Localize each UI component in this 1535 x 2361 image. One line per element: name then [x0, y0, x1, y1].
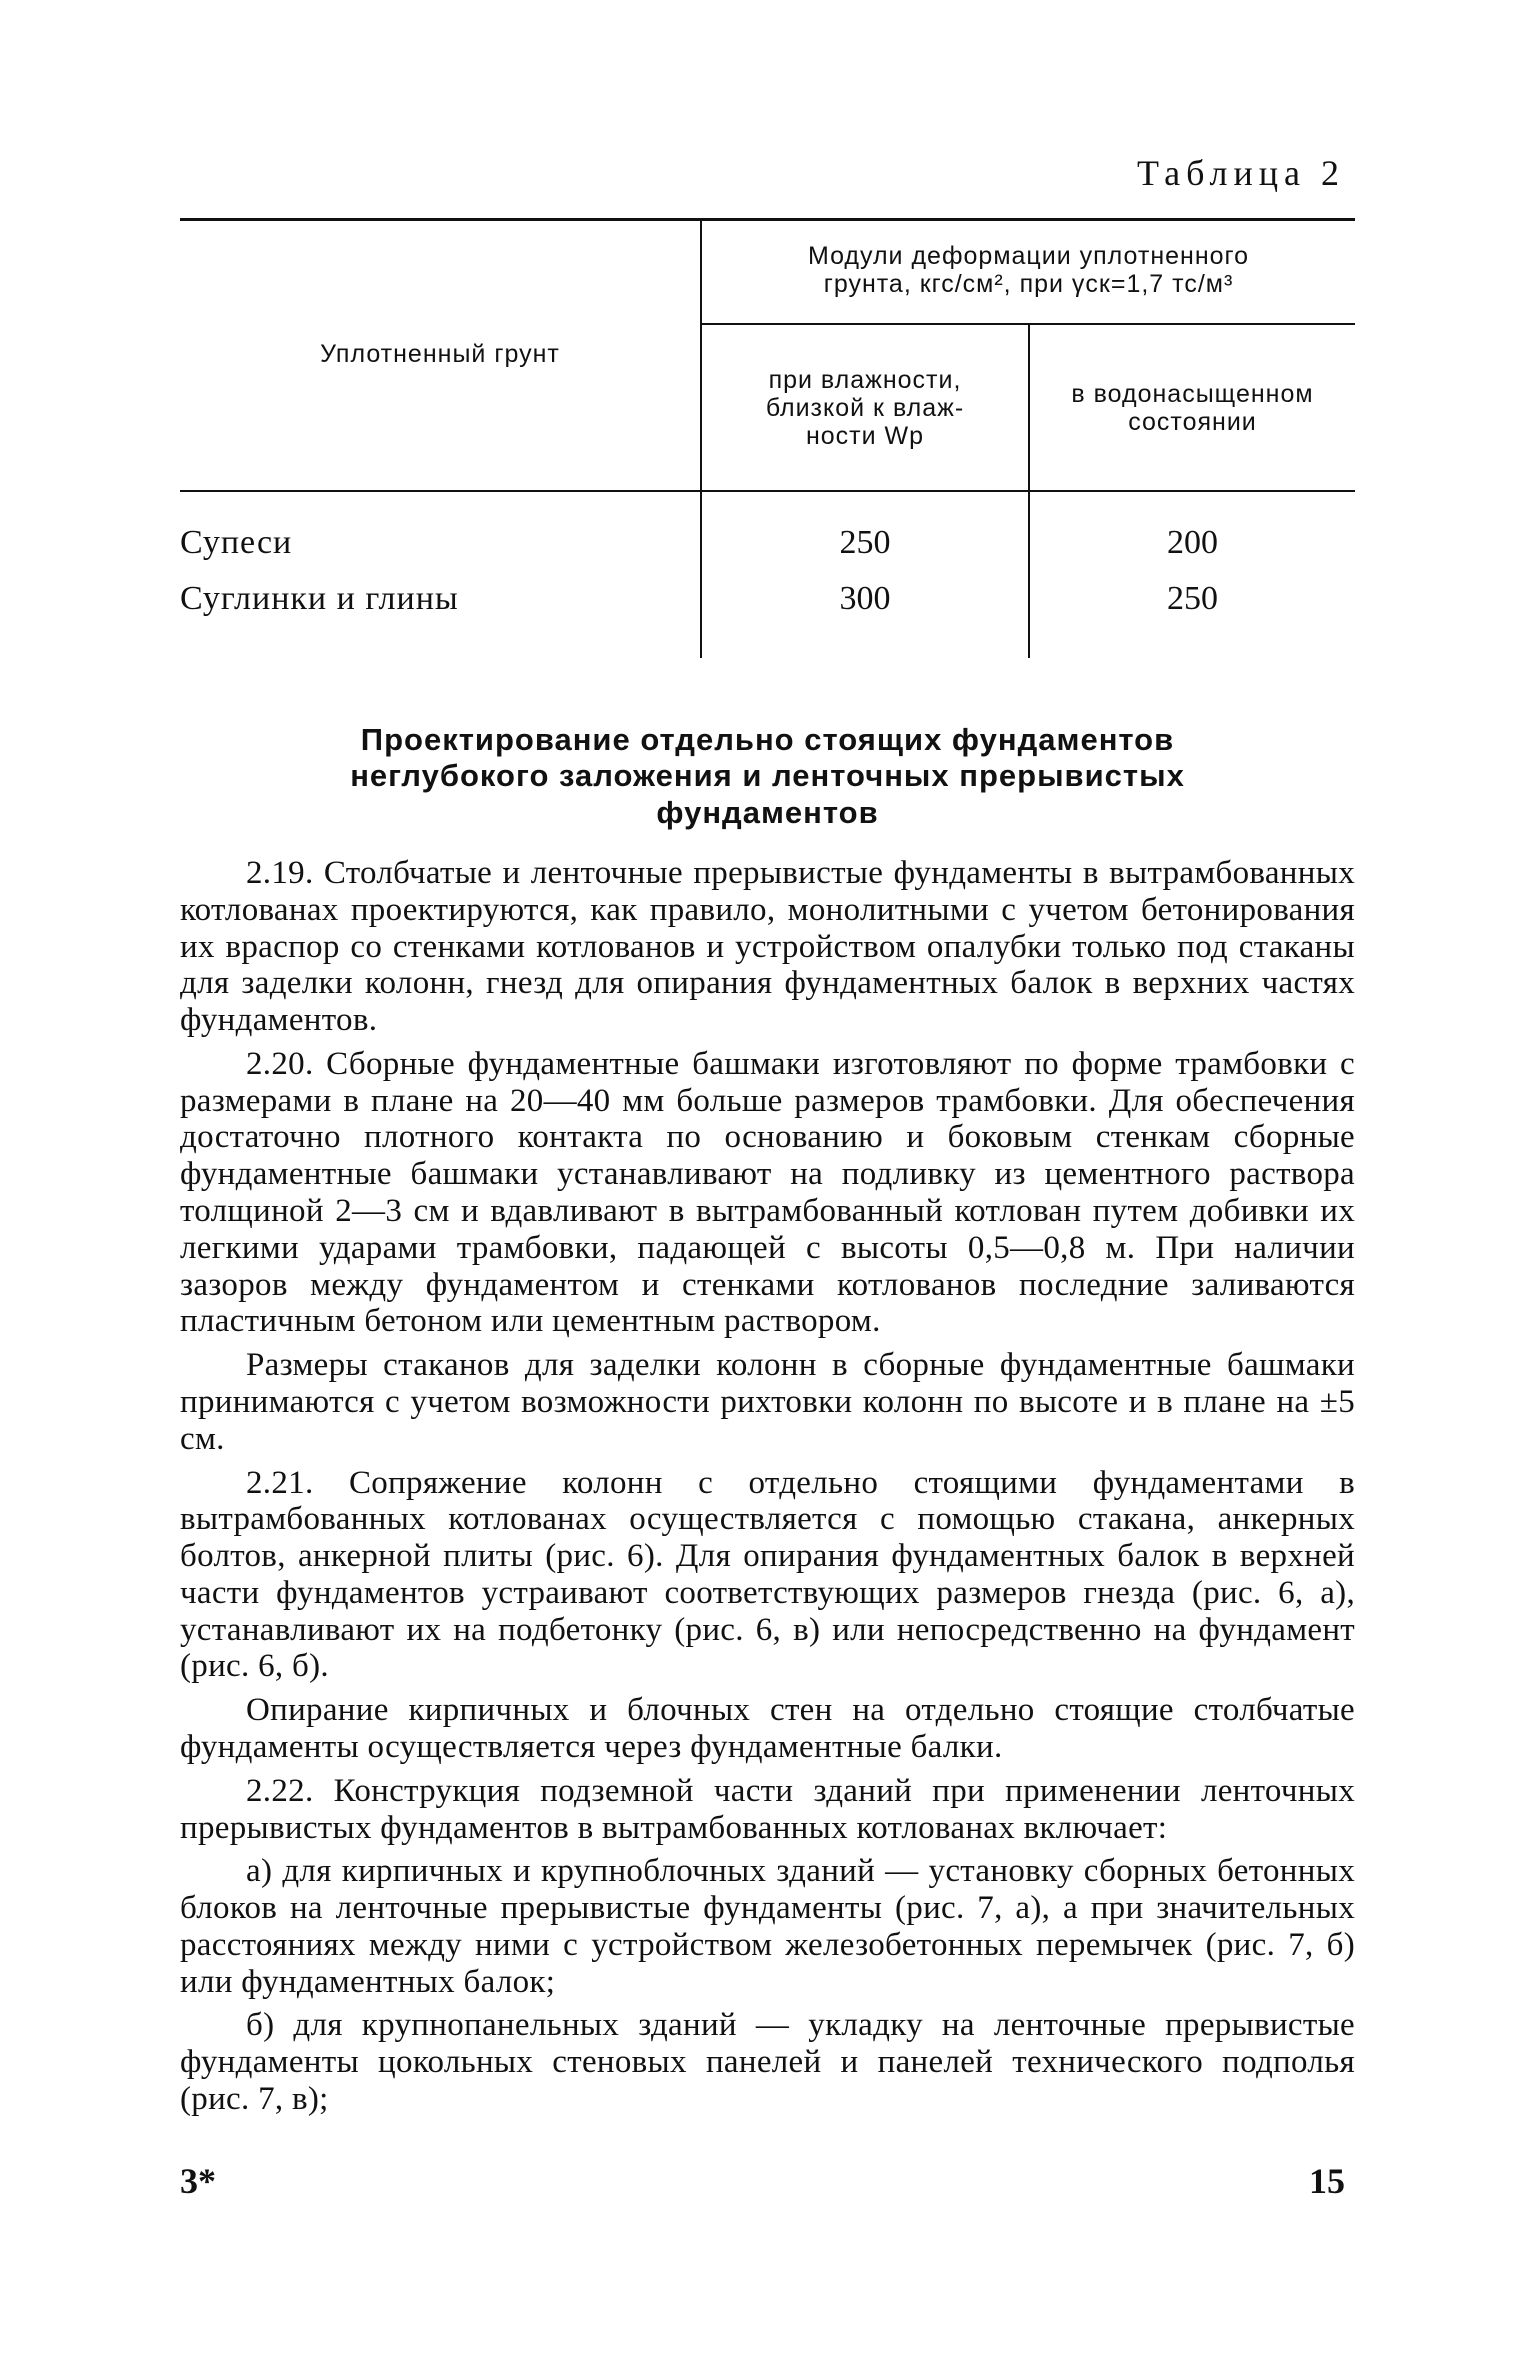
- data-table: [180, 218, 1355, 658]
- header-moisture-line1: при влажности,: [768, 366, 962, 394]
- row-value-moisture: 300: [839, 580, 891, 617]
- paragraph-2-22: 2.22. Конструкция подземной части зданий при применении ленточных прерывистых фундаментов в вытрамбованных котлованах включает:: [180, 1772, 1355, 1846]
- header-saturated-line1: в водонасыщенном: [1071, 380, 1314, 408]
- page-number: 15: [1309, 2161, 1345, 2201]
- header-soil: Уплотненный грунт: [320, 340, 560, 368]
- table-header-bottom-rule: [180, 490, 1355, 492]
- paragraph-wall-support: Опирание кирпичных и блочных стен на отдельно стоящие столбчатые фундаменты осуществляется через фундаментные балки.: [180, 1692, 1355, 1765]
- row-value-saturated: 200: [1167, 524, 1218, 561]
- paragraph-item-b: б) для крупнопанельных зданий — укладку на ленточные прерывистые фундаменты цокольных стеновых панелей и панелей технического подполья (рис. 7, в);: [180, 2007, 1355, 2117]
- paragraph-item-a: а) для кирпичных и крупноблочных зданий — установку сборных бетонных блоков на ленточные прерывистые фундаменты (рис. 7, а), а при значительных расстояниях между ними с устройством железобетонных перемычек (рис. 7, б) или фундаментных балок;: [180, 1853, 1355, 2000]
- paragraph-glass-sizes: Размеры стаканов для заделки колонн в сборные фундаментные башмаки принимаются с учетом возможности рихтовки колонн по высоте и в плане на ±5 см.: [180, 1347, 1355, 1457]
- row-value-moisture: 250: [839, 524, 891, 561]
- header-saturated-line2: состоянии: [1128, 408, 1257, 436]
- paragraph-2-19: 2.19. Столбчатые и ленточные прерывистые фундаменты в вытрамбованных котлованах проектируются, как правило, монолитными с учетом бетонирования их враспор со стенками котлованов и устройством опалубки только под стаканы для заделки колонн, гнезд для опирания фундаментных балок в верхних частях фундаментов.: [180, 855, 1355, 1039]
- table-caption: Таблица 2: [1137, 153, 1345, 193]
- header-group: [702, 242, 1355, 298]
- paragraph-2-21: 2.21. Сопряжение колонн с отдельно стоящими фундаментами в вытрамбованных котлованах осуществляется с помощью стакана, анкерных болтов, анкерной плиты (рис. 6). Для опирания фундаментных балок в верхней части фундаментов устраивают соответствующих размеров гнезда (рис. 6, а), устанавливают их на подбетонку (рис. 6, в) или непосредственно на фундамент (рис. 6, б).: [180, 1464, 1355, 1685]
- section-heading-line2: неглубокого заложения и ленточных прерывистых: [350, 758, 1185, 794]
- header-group-line1: Модули деформации уплотненного: [807, 242, 1250, 270]
- table-top-rule: [180, 218, 1355, 221]
- row-value-saturated: 250: [1167, 580, 1218, 617]
- paragraph-2-20: 2.20. Сборные фундаментные башмаки изготовляют по форме трамбовки с размерами в плане на 20—40 мм больше размеров трамбовки. Для обеспечения достаточно плотного контакта по основанию и боковым стенкам сборные фундаментные башмаки устанавливают на подливку из цементного раствора толщиной 2—3 см и вдавливают в вытрамбованный котлован путем добивки их легкими ударами трамбовки, падающей с высоты 0,5—0,8 м. При наличии зазоров между фундаментом и стенками котлованов последние заливаются пластичным бетоном или цементным раствором.: [180, 1045, 1355, 1340]
- row-label: Супеси: [180, 524, 293, 561]
- signature-mark: 3*: [180, 2161, 216, 2201]
- header-group-line2: грунта, кгс/см², при γск=1,7 тс/м³: [823, 270, 1234, 298]
- row-label: Суглинки и глины: [180, 580, 459, 617]
- header-moisture: [702, 366, 1028, 450]
- header-moisture-line3: ности Wp: [805, 422, 925, 450]
- header-saturated: [1030, 380, 1355, 436]
- section-heading-line3: фундаментов: [656, 794, 879, 830]
- section-heading-line1: Проектирование отдельно стоящих фундаментов: [360, 722, 1175, 757]
- section-heading: [180, 722, 1355, 831]
- header-moisture-line2: близкой к влаж-: [765, 394, 965, 422]
- body-text: [180, 855, 1355, 2118]
